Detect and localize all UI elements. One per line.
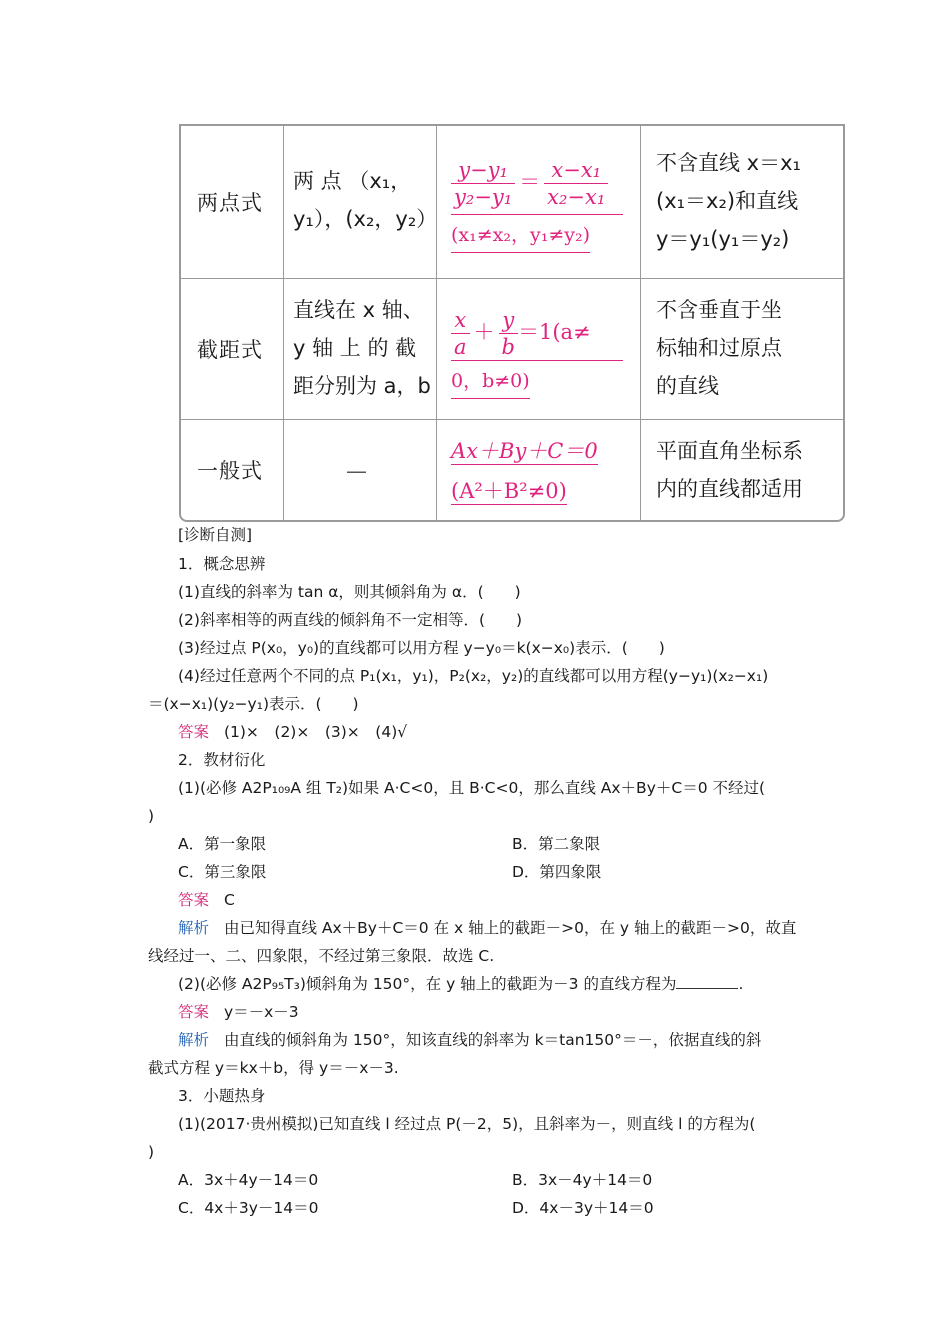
answer-line xyxy=(178,721,407,743)
formula-condition: (x₁≠x₂，y₁≠y₂) xyxy=(451,219,590,253)
numerator: y−y₁ xyxy=(451,157,515,184)
table-divider xyxy=(436,126,437,520)
numerator: y xyxy=(499,307,518,334)
answer-label: 答案 xyxy=(178,1003,210,1021)
answer-line xyxy=(178,889,235,911)
row-condition xyxy=(293,291,433,405)
formula-table xyxy=(179,124,845,522)
condition-line: 直线在 x 轴、 xyxy=(293,298,424,322)
scope-line: 不含垂直于坐 xyxy=(656,298,782,322)
analysis-text: 截式方程 y＝kx＋b，得 y＝－x－3. xyxy=(148,1059,399,1077)
row-formula xyxy=(451,152,631,253)
analysis-line xyxy=(178,917,796,939)
table-divider xyxy=(640,126,641,520)
question-end: . xyxy=(738,975,744,993)
option-d: D．4x－3y＋14＝0 xyxy=(512,1199,654,1217)
option-c: C．第三象限 xyxy=(178,863,267,881)
question-line: (1)直线的斜率为 tan α，则其倾斜角为 α．( ) xyxy=(178,583,521,601)
formula-condition: 0，b≠0) xyxy=(451,365,530,399)
formula-underline xyxy=(451,214,623,215)
table-divider xyxy=(181,419,843,420)
fraction xyxy=(499,307,518,360)
option-a: A．3x＋4y－14＝0 xyxy=(178,1171,319,1189)
scope-line: 的直线 xyxy=(656,374,719,398)
analysis-label: 解析 xyxy=(178,1031,210,1049)
denominator: b xyxy=(501,335,515,359)
row-name: 两点式 xyxy=(197,191,263,215)
scope-line: y＝y₁(y₁＝y₂) xyxy=(656,227,790,251)
table-divider xyxy=(283,126,284,520)
condition-line: 两 点 （x₁， xyxy=(293,169,412,193)
analysis-text: 由已知得直线 Ax＋By＋C＝0 在 x 轴上的截距－>0，在 y 轴上的截距－>0，故直 xyxy=(223,919,797,937)
question-line: (1)(必修 A2P₁₀₉A 组 T₂)如果 A·C<0，且 B·C<0，那么直线 Ax＋By＋C＝0 不经过( xyxy=(178,779,766,797)
analysis-line xyxy=(178,1029,761,1051)
option-b: B．第二象限 xyxy=(512,835,601,853)
question-line xyxy=(178,973,743,995)
scope-line: 内的直线都适用 xyxy=(656,477,803,501)
option-a: A．第一象限 xyxy=(178,835,267,853)
row-scope xyxy=(656,432,844,508)
row-name: 一般式 xyxy=(197,459,263,483)
two-point-equation: $\frac{\text{y−y₁}}{\text{y₂−y₁}}$ ＝ $\frac{\text{x−x₁}}{\text{x₂−x₁}}$ xyxy=(451,152,631,212)
denominator: a xyxy=(454,335,467,359)
condition-line: 距分别为 a，b xyxy=(293,374,431,398)
row-scope xyxy=(656,291,844,405)
question-line: ) xyxy=(148,1143,155,1161)
answer-text: y＝－x－3 xyxy=(223,1003,299,1021)
section-heading: [诊断自测] xyxy=(178,526,253,544)
question-line: ＝(x−x₁)(y₂−y₁)表示．( ) xyxy=(148,695,359,713)
fraction xyxy=(544,157,608,210)
question-line: (4)经过任意两个不同的点 P₁(x₁，y₁)，P₂(x₂，y₂)的直线都可以用方程(y−y₁)(x₂−x₁) xyxy=(178,667,769,685)
fraction xyxy=(451,307,470,360)
row-formula xyxy=(451,432,631,510)
analysis-label: 解析 xyxy=(178,919,210,937)
scope-line: 不含直线 x＝x₁ xyxy=(656,151,801,175)
formula-tail: ＝1(a≠ xyxy=(517,320,591,344)
condition-line: y 轴 上 的 截 xyxy=(293,336,417,360)
section-title: 3．小题热身 xyxy=(178,1087,266,1105)
row-name: 截距式 xyxy=(197,338,263,362)
row-condition: — xyxy=(346,459,367,483)
row-formula xyxy=(451,304,631,399)
answer-label: 答案 xyxy=(178,723,210,741)
denominator: x₂−x₁ xyxy=(547,185,606,209)
section-title: 1．概念思辨 xyxy=(178,555,266,573)
formula-underline xyxy=(451,360,623,361)
question-text: (2)(必修 A2P₉₅T₃)倾斜角为 150°，在 y 轴上的截距为－3 的直线方程为 xyxy=(178,975,677,993)
row-scope xyxy=(656,144,844,258)
denominator: y₂−y₁ xyxy=(454,185,513,209)
answer-line xyxy=(178,1001,299,1023)
intercept-equation: $\frac{x}{a}$ ＋ $\frac{y}{b}$ ＝1(a≠ xyxy=(451,304,631,360)
row-condition xyxy=(293,162,438,238)
question-line: (2)斜率相等的两直线的倾斜角不一定相等．( ) xyxy=(178,611,523,629)
general-equation: Ax＋By＋C＝0 xyxy=(451,439,598,463)
analysis-text: 由直线的倾斜角为 150°，知该直线的斜率为 k＝tan150°＝－，依据直线的斜 xyxy=(223,1031,762,1049)
option-d: D．第四象限 xyxy=(512,863,602,881)
fraction xyxy=(451,157,515,210)
numerator: x xyxy=(451,307,470,334)
option-b: B．3x－4y＋14＝0 xyxy=(512,1171,653,1189)
condition-line: y₁），(x₂，y₂） xyxy=(293,207,438,231)
answer-label: 答案 xyxy=(178,891,210,909)
numerator: x−x₁ xyxy=(544,157,608,184)
option-c: C．4x＋3y－14＝0 xyxy=(178,1199,319,1217)
answer-text: C xyxy=(223,891,235,909)
section-title: 2．教材衍化 xyxy=(178,751,266,769)
question-line: (1)(2017·贵州模拟)已知直线 l 经过点 P(－2，5)，且斜率为－，则直线 l 的方程为( xyxy=(178,1115,756,1133)
answer-text: (1)× (2)× (3)× (4)√ xyxy=(223,723,408,741)
question-line: (3)经过点 P(x₀，y₀)的直线都可以用方程 y−y₀＝k(x−x₀)表示．( ) xyxy=(178,639,665,657)
question-line: ) xyxy=(148,807,155,825)
scope-line: 平面直角坐标系 xyxy=(656,439,803,463)
answer-blank xyxy=(676,974,738,989)
table-divider xyxy=(181,278,843,279)
analysis-text: 线经过一、二、四象限，不经过第三象限．故选 C. xyxy=(148,947,495,965)
scope-line: (x₁＝x₂)和直线 xyxy=(656,189,799,213)
scope-line: 标轴和过原点 xyxy=(656,336,782,360)
formula-condition: (A²＋B²≠0) xyxy=(451,479,567,503)
